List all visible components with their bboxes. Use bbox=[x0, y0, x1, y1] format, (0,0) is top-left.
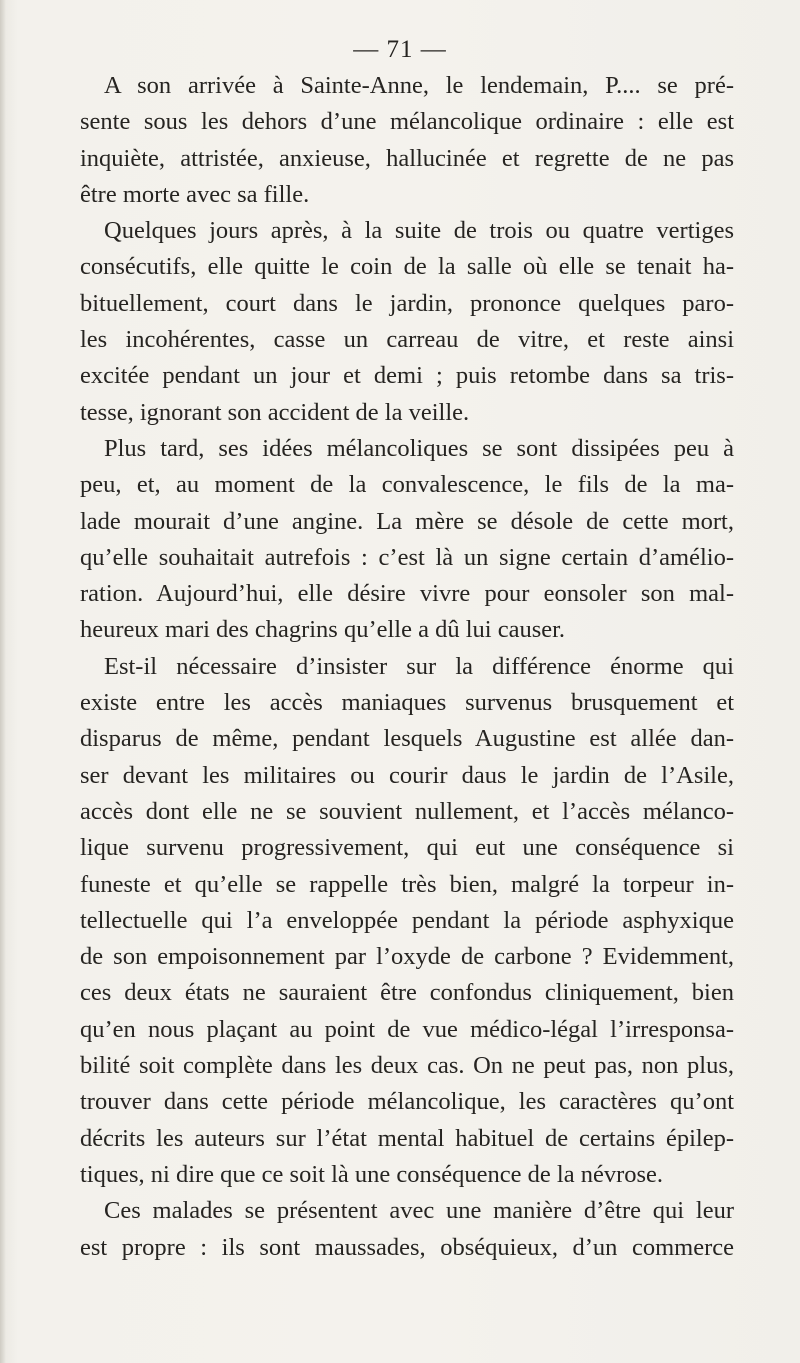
text-line: A son arrivée à Sainte-Anne, le lendemain, P.... se pré- bbox=[104, 72, 734, 99]
text-line: existe entre les accès maniaques survenus brusquement et bbox=[80, 689, 734, 717]
text-line: ration. Aujourd’hui, elle désire vivre pour eonsoler son mal- bbox=[80, 580, 734, 608]
text-line: Ces malades se présentent avec une manière d’être qui leur bbox=[104, 1197, 734, 1225]
text-line: Est-il nécessaire d’insister sur la différence énorme qui bbox=[104, 652, 734, 680]
text-line: qu’en nous plaçant au point de vue médico-légal l’irresponsa- bbox=[80, 1015, 734, 1043]
text-line: peu, et, au moment de la convalescence, le fils de la ma- bbox=[80, 471, 734, 499]
text-line: qu’elle souhaitait autrefois : c’est là un signe certain d’amélio- bbox=[80, 543, 734, 571]
text-line: est propre : ils sont maussades, obséquieux, d’un commerce bbox=[80, 1233, 734, 1261]
text-line: heureux mari des chagrins qu’elle a dû lui causer. bbox=[80, 616, 566, 644]
text-line: les incohérentes, casse un carreau de vitre, et reste ainsi bbox=[80, 326, 734, 354]
text-line: bilité soit complète dans les deux cas. On ne peut pas, non plus, bbox=[80, 1052, 734, 1080]
text-line: décrits les auteurs sur l’état mental habituel de certains épilep- bbox=[80, 1124, 734, 1152]
text-line: trouver dans cette période mélancolique, les caractères qu’ont bbox=[80, 1088, 734, 1116]
page-number: — 71 — bbox=[353, 36, 447, 63]
text-line: consécutifs, elle quitte le coin de la salle où elle se tenait ha- bbox=[80, 253, 734, 281]
text-line: ser devant les militaires ou courir daus le jardin de l’Asile, bbox=[80, 761, 734, 789]
page-gutter-shadow bbox=[0, 0, 6, 1363]
text-line: sente sous les dehors d’une mélancolique ordinaire : elle est bbox=[80, 108, 734, 136]
text-line: Quelques jours après, à la suite de trois ou quatre vertiges bbox=[104, 217, 734, 245]
text-line: Plus tard, ses idées mélancoliques se sont dissipées peu à bbox=[104, 434, 734, 462]
text-line: de son empoisonnement par l’oxyde de carbone ? Evidemment, bbox=[80, 943, 734, 971]
text-line: ces deux états ne sauraient être confondus cliniquement, bien bbox=[80, 979, 734, 1007]
text-line: lique survenu progressivement, qui eut une conséquence si bbox=[80, 834, 734, 862]
text-line: tesse, ignorant son accident de la veille. bbox=[80, 398, 470, 426]
text-line: disparus de même, pendant lesquels Augustine est allée dan- bbox=[80, 725, 734, 753]
text-line: excitée pendant un jour et demi ; puis retombe dans sa tris- bbox=[80, 362, 734, 390]
text-line: lade mourait d’une angine. La mère se désole de cette mort, bbox=[80, 507, 734, 535]
text-line: accès dont elle ne se souvient nullement, et l’accès mélanco- bbox=[80, 797, 734, 825]
text-line: tellectuelle qui l’a enveloppée pendant la période asphyxique bbox=[80, 906, 734, 934]
body-text bbox=[80, 68, 734, 1266]
text-line: funeste et qu’elle se rappelle très bien, malgré la torpeur in- bbox=[80, 870, 734, 898]
text-line: inquiète, attristée, anxieuse, hallucinée et regrette de ne pas bbox=[80, 144, 734, 172]
text-line: être morte avec sa fille. bbox=[80, 180, 310, 208]
text-line: tiques, ni dire que ce soit là une conséquence de la névrose. bbox=[80, 1160, 664, 1188]
text-line: bituellement, court dans le jardin, prononce quelques paro- bbox=[80, 289, 734, 317]
